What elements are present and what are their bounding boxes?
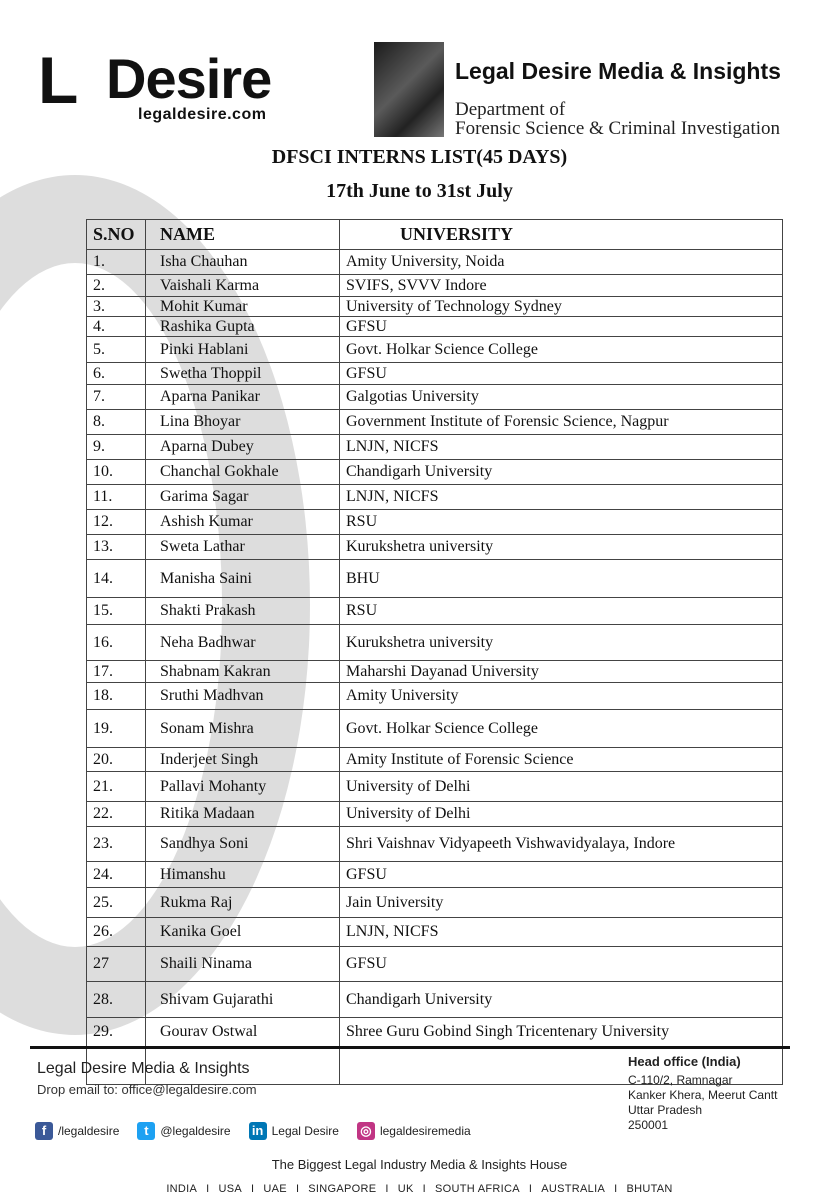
cell-sno: 27 — [87, 947, 146, 982]
social-links — [35, 1122, 489, 1140]
social-label: /legaldesire — [58, 1124, 120, 1138]
cell-university: RSU — [340, 598, 783, 625]
cell-university: University of Delhi — [340, 802, 783, 827]
cell-university: Amity Institute of Forensic Science — [340, 748, 783, 772]
table-row — [87, 1018, 783, 1047]
cell-university: LNJN, NICFS — [340, 918, 783, 947]
cell-sno: 24. — [87, 862, 146, 888]
cell-name: Sruthi Madhvan — [146, 683, 340, 710]
table-row — [87, 802, 783, 827]
social-link[interactable] — [357, 1122, 471, 1140]
social-link[interactable] — [35, 1122, 119, 1140]
cell-sno: 28. — [87, 982, 146, 1018]
cell-name: Sonam Mishra — [146, 710, 340, 748]
cell-name: Lina Bhoyar — [146, 410, 340, 435]
cell-sno: 11. — [87, 485, 146, 510]
social-link[interactable] — [249, 1122, 339, 1140]
country-separator: I — [614, 1183, 618, 1195]
cell-university: Jain University — [340, 888, 783, 918]
header-university: UNIVERSITY — [340, 220, 783, 250]
social-label: Legal Desire — [271, 1124, 339, 1138]
table-row — [87, 250, 783, 275]
footer-org-name: Legal Desire Media & Insights — [37, 1060, 250, 1077]
cell-university: Government Institute of Forensic Science, Nagpur — [340, 410, 783, 435]
cell-sno: 17. — [87, 661, 146, 683]
cell-university: University of Technology Sydney — [340, 297, 783, 317]
document-title: DFSCI INTERNS LIST(45 DAYS) — [271, 146, 568, 168]
cell-name: Shabnam Kakran — [146, 661, 340, 683]
cell-name: Sweta Lathar — [146, 535, 340, 560]
country-name: UAE — [263, 1183, 287, 1195]
cell-university: SVIFS, SVVV Indore — [340, 275, 783, 297]
cell-name: Swetha Thoppil — [146, 363, 340, 385]
cell-university: Chandigarh University — [340, 982, 783, 1018]
cell-name: Aparna Panikar — [146, 385, 340, 410]
table-row — [87, 410, 783, 435]
cell-university: GFSU — [340, 317, 783, 337]
table-row — [87, 598, 783, 625]
cell-name: Chanchal Gokhale — [146, 460, 340, 485]
cell-sno: 2. — [87, 275, 146, 297]
address-line: Kanker Khera, Meerut Cantt — [628, 1088, 778, 1102]
linkedin-icon: in — [249, 1122, 267, 1140]
table-header-row — [87, 220, 783, 250]
cell-sno: 4. — [87, 317, 146, 337]
head-office-address — [628, 1054, 777, 1133]
cell-university: Kurukshetra university — [340, 535, 783, 560]
table-row — [87, 485, 783, 510]
department-line-2: Forensic Science & Criminal Investigation — [455, 118, 781, 139]
header-name: NAME — [146, 220, 340, 250]
cell-name: Pallavi Mohanty — [146, 772, 340, 802]
country-list — [0, 1183, 839, 1195]
cell-name: Manisha Saini — [146, 560, 340, 598]
cell-sno: 13. — [87, 535, 146, 560]
cell-university: Shree Guru Gobind Singh Tricentenary University — [340, 1018, 783, 1047]
cell-university: Amity University, Noida — [340, 250, 783, 275]
country-separator: I — [385, 1183, 389, 1195]
department-line-1: Department of — [455, 99, 566, 120]
cell-university: Maharshi Dayanad University — [340, 661, 783, 683]
cell-name: Shakti Prakash — [146, 598, 340, 625]
table-row — [87, 435, 783, 460]
country-name: USA — [218, 1183, 243, 1195]
dna-fingerprint-logo-image — [374, 42, 444, 137]
interns-table — [86, 219, 783, 1085]
cell-name: Shivam Gujarathi — [146, 982, 340, 1018]
cell-sno: 18. — [87, 683, 146, 710]
cell-sno: 9. — [87, 435, 146, 460]
footer-email: Drop email to: office@legaldesire.com — [37, 1082, 257, 1097]
logo-url: legaldesire.com — [138, 106, 267, 123]
cell-university: LNJN, NICFS — [340, 485, 783, 510]
country-name: SOUTH AFRICA — [435, 1183, 520, 1195]
cell-university: GFSU — [340, 363, 783, 385]
address-line: C-110/2, Ramnagar — [628, 1073, 733, 1087]
head-office-title: Head office (India) — [628, 1054, 741, 1069]
table-row — [87, 560, 783, 598]
cell-sno: 22. — [87, 802, 146, 827]
table-row — [87, 710, 783, 748]
cell-name: Vaishali Karma — [146, 275, 340, 297]
department-name — [455, 100, 780, 138]
logo-mark: L — [38, 43, 79, 117]
table-row — [87, 337, 783, 363]
table-row — [87, 625, 783, 661]
country-name: BHUTAN — [626, 1183, 673, 1195]
cell-university: BHU — [340, 560, 783, 598]
table-row — [87, 460, 783, 485]
country-separator: I — [206, 1183, 210, 1195]
cell-university: Govt. Holkar Science College — [340, 710, 783, 748]
table-row — [87, 827, 783, 862]
header-sno: S.NO — [87, 220, 146, 250]
country-name: INDIA — [166, 1183, 198, 1195]
twitter-icon: t — [137, 1122, 155, 1140]
country-separator: I — [251, 1183, 255, 1195]
cell-name: Isha Chauhan — [146, 250, 340, 275]
table-row — [87, 661, 783, 683]
cell-university: GFSU — [340, 947, 783, 982]
cell-sno: 14. — [87, 560, 146, 598]
cell-sno: 29. — [87, 1018, 146, 1047]
cell-name: Neha Badhwar — [146, 625, 340, 661]
table-row — [87, 385, 783, 410]
cell-sno: 25. — [87, 888, 146, 918]
cell-university: Shri Vaishnav Vidyapeeth Vishwavidyalaya, Indore — [340, 827, 783, 862]
cell-name: Gourav Ostwal — [146, 1018, 340, 1047]
cell-university: Kurukshetra university — [340, 625, 783, 661]
cell-sno: 19. — [87, 710, 146, 748]
cell-sno: 12. — [87, 510, 146, 535]
cell-name: Sandhya Soni — [146, 827, 340, 862]
cell-sno: 15. — [87, 598, 146, 625]
cell-name: Rukma Raj — [146, 888, 340, 918]
cell-university: University of Delhi — [340, 772, 783, 802]
table-row — [87, 275, 783, 297]
cell-sno: 6. — [87, 363, 146, 385]
cell-name: Ritika Madaan — [146, 802, 340, 827]
cell-name: Himanshu — [146, 862, 340, 888]
cell-university: Chandigarh University — [340, 460, 783, 485]
cell-sno: 1. — [87, 250, 146, 275]
cell-sno: 26. — [87, 918, 146, 947]
social-label: @legaldesire — [160, 1124, 231, 1138]
footer-divider — [30, 1046, 790, 1049]
cell-name: Inderjeet Singh — [146, 748, 340, 772]
cell-name: Pinki Hablani — [146, 337, 340, 363]
table-row — [87, 862, 783, 888]
cell-university: Amity University — [340, 683, 783, 710]
cell-name: Mohit Kumar — [146, 297, 340, 317]
cell-university: Govt. Holkar Science College — [340, 337, 783, 363]
facebook-icon: f — [35, 1122, 53, 1140]
cell-university: Galgotias University — [340, 385, 783, 410]
table-row — [87, 982, 783, 1018]
cell-sno: 10. — [87, 460, 146, 485]
country-separator: I — [295, 1183, 300, 1195]
table-row — [87, 888, 783, 918]
cell-name: Garima Sagar — [146, 485, 340, 510]
logo-right-title: Legal Desire Media & Insights — [455, 58, 781, 84]
cell-name: Shaili Ninama — [146, 947, 340, 982]
cell-university: GFSU — [340, 862, 783, 888]
table-row — [87, 918, 783, 947]
cell-university: RSU — [340, 510, 783, 535]
cell-name: Aparna Dubey — [146, 435, 340, 460]
cell-university: LNJN, NICFS — [340, 435, 783, 460]
country-name: UK — [397, 1183, 414, 1195]
table-row — [87, 683, 783, 710]
cell-sno: 3. — [87, 297, 146, 317]
cell-sno: 5. — [87, 337, 146, 363]
country-separator: I — [422, 1183, 427, 1195]
table-row — [87, 297, 783, 317]
cell-sno: 16. — [87, 625, 146, 661]
address-line: 250001 — [628, 1118, 669, 1132]
table-row — [87, 363, 783, 385]
document-subtitle: 17th June to 31st July — [326, 180, 513, 202]
table-row — [87, 510, 783, 535]
cell-sno: 8. — [87, 410, 146, 435]
cell-name: Kanika Goel — [146, 918, 340, 947]
country-separator: I — [528, 1183, 533, 1195]
table-row — [87, 317, 783, 337]
cell-name: Ashish Kumar — [146, 510, 340, 535]
country-name: AUSTRALIA — [541, 1183, 606, 1195]
table-row — [87, 947, 783, 982]
legal-desire-logo — [38, 38, 298, 128]
logo-word: Desire — [106, 47, 272, 110]
table-row — [87, 535, 783, 560]
social-label: legaldesiremedia — [379, 1124, 471, 1138]
table-row — [87, 772, 783, 802]
cell-sno: 20. — [87, 748, 146, 772]
country-name: SINGAPORE — [308, 1183, 377, 1195]
table-row — [87, 748, 783, 772]
social-link[interactable] — [137, 1122, 230, 1140]
address-line: Uttar Pradesh — [628, 1103, 703, 1117]
footer-tagline: The Biggest Legal Industry Media & Insights House — [271, 1157, 568, 1172]
instagram-icon: ◎ — [357, 1122, 375, 1140]
cell-sno: 7. — [87, 385, 146, 410]
cell-name: Rashika Gupta — [146, 317, 340, 337]
cell-sno: 23. — [87, 827, 146, 862]
cell-sno: 21. — [87, 772, 146, 802]
